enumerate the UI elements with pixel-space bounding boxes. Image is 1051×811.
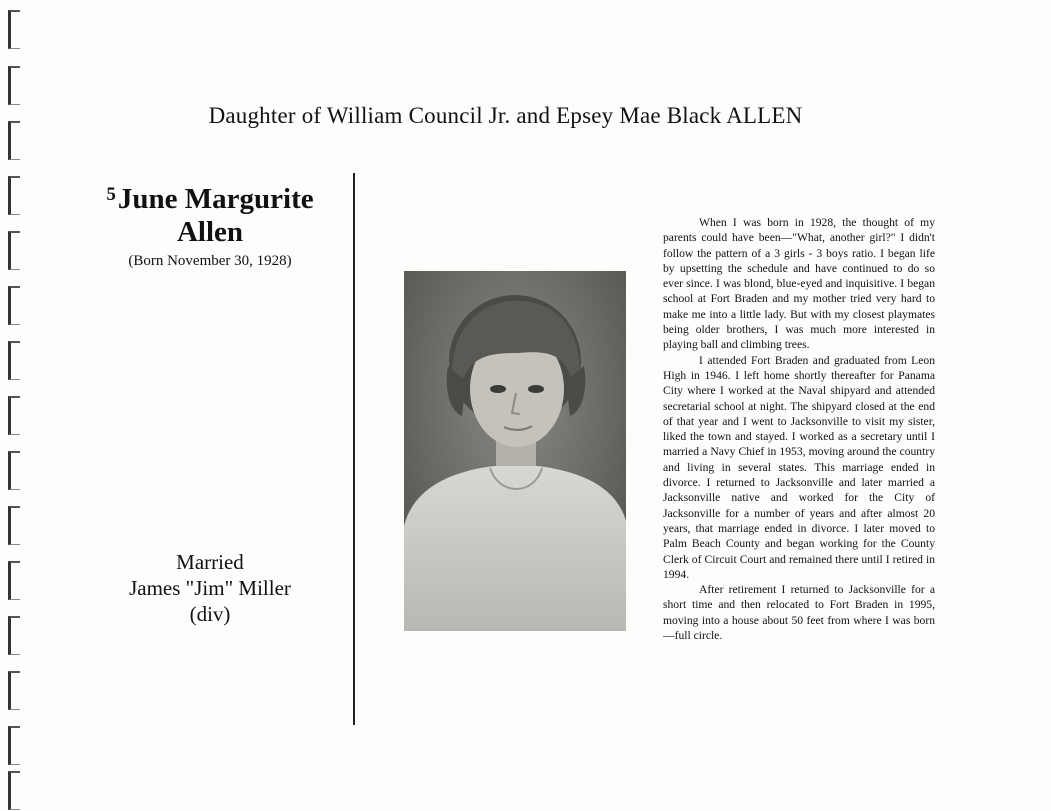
biography-paragraph: I attended Fort Braden and graduated from Leon High in 1946. I left home shortly thereafter for Panama City where I worked at the Naval shipyard and attended secretarial school at night. The shipyard closed at the end of that year and I went to Jacksonville to visit my sister, liked the town and stayed. I worked as a secretary until I married a Navy Chief in 1953, moving around the country and living in several states. This marriage ended in divorce. I returned to Jacksonville and later married a Jacksonville native and worked for the City of Jacksonville for a number of years and after almost 20 years, that marriage ended in divorce. I later moved to Palm Beach County and began working for the County Clerk of Circuit Court and remained there until I retired in 1994. <box>663 353 935 581</box>
person-name-block <box>60 178 360 270</box>
binding-mark <box>8 396 20 435</box>
person-first-line: June Margurite <box>117 183 314 215</box>
binding-mark <box>8 671 20 710</box>
generation-number: 5 <box>106 184 116 205</box>
binding-mark <box>8 451 20 490</box>
marriage-status: (div) <box>189 602 231 626</box>
portrait-photo <box>404 271 626 631</box>
married-label: Married <box>176 550 244 574</box>
binding-mark <box>8 771 20 810</box>
portrait-image <box>404 271 626 631</box>
binding-mark <box>8 616 20 655</box>
binding-mark <box>8 66 20 105</box>
biography-text <box>663 215 935 643</box>
page-header: Daughter of William Council Jr. and Epsey Mae Black ALLEN <box>208 103 803 128</box>
binding-mark <box>8 341 20 380</box>
binding-mark <box>8 10 20 49</box>
biography-paragraph: After retirement I returned to Jacksonville for a short time and then relocated to Fort Braden in 1995, moving into a house about 50 feet from where I was born—full circle. <box>663 583 935 643</box>
birth-date: (Born November 30, 1928) <box>128 253 292 269</box>
spouse-name: James "Jim" Miller <box>129 576 291 600</box>
binding-mark <box>8 231 20 270</box>
vertical-divider <box>353 173 355 725</box>
binding-mark <box>8 176 20 215</box>
binding-mark <box>8 561 20 600</box>
biography-paragraph: When I was born in 1928, the thought of my parents could have been—"What, another girl?" I didn't follow the pattern of a 3 girls - 3 boys ratio. I began life by upsetting the schedule and have continued to do so ever since. I was blond, blue-eyed and inquisitive. I began school at Fort Braden and my mother tried very hard to make me into a little lady. But with my closest playmates being older brothers, I was much more interested in playing ball and climbing trees. <box>663 216 935 352</box>
binding-mark <box>8 286 20 325</box>
binding-mark <box>8 726 20 765</box>
person-surname: Allen <box>176 216 244 248</box>
person-name <box>60 178 360 216</box>
marriage-block <box>60 549 360 627</box>
binding-mark <box>8 506 20 545</box>
